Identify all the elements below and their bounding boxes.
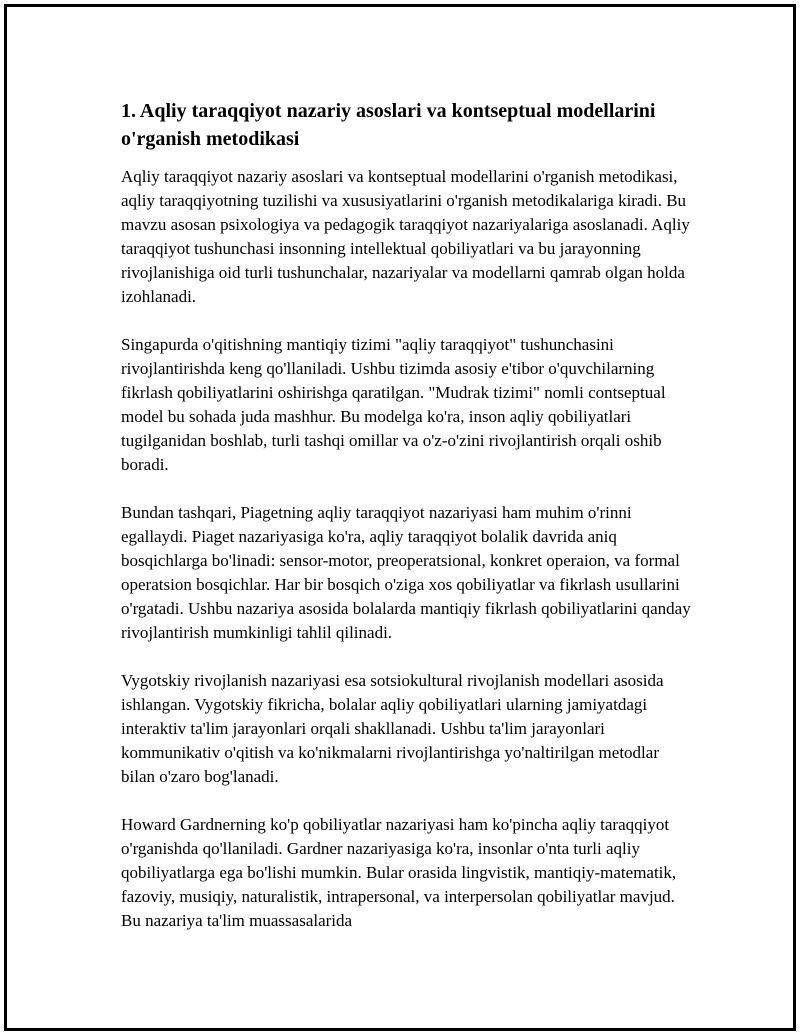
section-heading: 1. Aqliy taraqqiyot nazariy asoslari va kontseptual modellarini o'rganish metodikasi	[121, 100, 656, 150]
paragraph-singapore: Singapurda o'qitishning mantiqiy tizimi "aqliy taraqqiyot" tushunchasini rivojlantirishda keng qo'llaniladi. Ushbu tizimda asosiy e'tibor o'quvchilarning fikrlash qobiliyatlarini oshirishga qaratilgan. "Mudrak tizimi" nomli contseptual model bu sohada juda mashhur. Bu modelga ko'ra, inson aqliy qobiliyatlari tugilganidan boshlab, turli tashqi omillar va o'z-o'zini rivojlantirish orqali oshib boradi.	[121, 335, 666, 474]
document-content	[121, 97, 693, 957]
paragraph-gardner: Howard Gardnerning ko'p qobiliyatlar nazariyasi ham ko'pincha aqliy taraqqiyot o'rganishda qo'llaniladi. Gardner nazariyasiga ko'ra, insonlar o'nta turli aqliy qobiliyatlarga ega bo'lishi mumkin. Bular orasida lingvistik, mantiqiy-matematik, fazoviy, musiqiy, naturalistik, intrapersonal, va interpersolan qobiliyatlar mavjud. Bu nazariya ta'lim muassasalarida	[121, 815, 677, 930]
paragraph-vygotsky: Vygotskiy rivojlanish nazariyasi esa sotsiokultural rivojlanish modellari asosida ishlangan. Vygotskiy fikricha, bolalar aqliy qobiliyatlari ularning jamiyatdagi interaktiv ta'lim jarayonlari orqali shakllanadi. Ushbu ta'lim jarayonlari kommunikativ o'qitish va ko'nikmalarni rivojlantirishga yo'naltirilgan metodlar bilan o'zaro bog'lanadi.	[121, 671, 664, 786]
paragraph-intro: Aqliy taraqqiyot nazariy asoslari va kontseptual modellarini o'rganish metodikasi, aqliy taraqqiyotning tuzilishi va xususiyatlarini o'rganish metodikalariga kiradi. Bu mavzu asosan psixologiya va pedagogik taraqqiyot nazariyalariga asoslanadi. Aqliy taraqqiyot tushunchasi insonning intellektual qobiliyatlari va bu jarayonning rivojlanishiga oid turli tushunchalar, nazariyalar va modellarni qamrab olgan holda izohlanadi.	[121, 167, 690, 306]
paragraph-piaget: Bundan tashqari, Piagetning aqliy taraqqiyot nazariyasi ham muhim o'rinni egallaydi. Piaget nazariyasiga ko'ra, aqliy taraqqiyot bolalik davrida aniq bosqichlarga bo'linadi: sensor-motor, preoperatsional, konkret operaion, va formal operatsion bosqichlar. Har bir bosqich o'ziga xos qobiliyatlar va fikrlash usullarini o'rgatadi. Ushbu nazariya asosida bolalarda mantiqiy fikrlash qobiliyatlarini qanday rivojlantirish mumkinligi tahlil qilinadi.	[121, 503, 691, 642]
document-page	[4, 4, 796, 1031]
